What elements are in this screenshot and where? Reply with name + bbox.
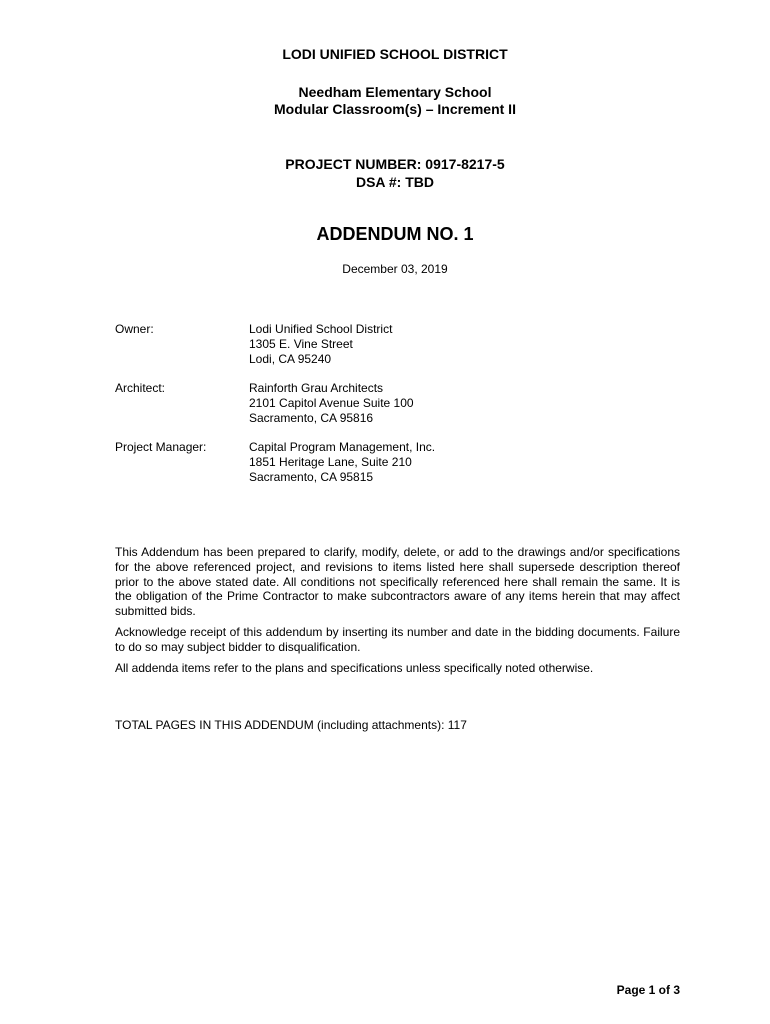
project-title: Modular Classroom(s) – Increment II [274, 101, 516, 117]
party-line: 1851 Heritage Lane, Suite 210 [249, 455, 412, 469]
party-line: Rainforth Grau Architects [249, 381, 384, 395]
addendum-date: December 03, 2019 [342, 262, 448, 276]
body-paragraph: Acknowledge receipt of this addendum by inserting its number and date in the bidding documents. Failure to do so may subject bidder to disqualification. [115, 624, 680, 654]
school-name: Needham Elementary School [298, 84, 492, 100]
party-project-manager [115, 440, 695, 485]
parties-block [115, 322, 695, 499]
party-line: Capital Program Management, Inc. [249, 440, 436, 454]
project-number: PROJECT NUMBER: 0917-8217-5 [285, 156, 505, 172]
party-role: Architect: [115, 381, 166, 395]
party-role: Owner: [115, 322, 154, 336]
party-line: Sacramento, CA 95816 [249, 411, 374, 425]
party-role: Project Manager: [115, 440, 207, 454]
district-name: LODI UNIFIED SCHOOL DISTRICT [282, 46, 508, 62]
dsa-number: DSA #: TBD [355, 174, 435, 190]
project-identifiers [0, 155, 770, 191]
party-details [249, 440, 435, 485]
party-line: Lodi Unified School District [249, 322, 393, 336]
party-details [249, 381, 414, 426]
party-owner [115, 322, 695, 367]
project-heading [0, 84, 770, 118]
party-line: 1305 E. Vine Street [249, 337, 353, 351]
party-line: Lodi, CA 95240 [249, 352, 332, 366]
body-paragraph: All addenda items refer to the plans and specifications unless specifically noted otherwise. [115, 660, 594, 675]
addendum-body [115, 545, 680, 681]
party-line: Sacramento, CA 95815 [249, 470, 374, 484]
party-architect [115, 381, 695, 426]
addendum-title: ADDENDUM NO. 1 [316, 224, 474, 244]
party-details [249, 322, 392, 367]
page-number: Page 1 of 3 [616, 983, 680, 997]
body-paragraph: This Addendum has been prepared to clarify, modify, delete, or add to the drawings and/or specifications for the above referenced project, and revisions to items listed here shall supersede description thereof prior to the above stated date. All conditions not specifically referenced here shall remain the same. It is the obligation of the Prime Contractor to make subcontractors aware of any items herein that may affect submitted bids. [115, 545, 680, 619]
party-line: 2101 Capitol Avenue Suite 100 [249, 396, 414, 410]
total-pages: TOTAL PAGES IN THIS ADDENDUM (including attachments): 117 [115, 718, 467, 732]
